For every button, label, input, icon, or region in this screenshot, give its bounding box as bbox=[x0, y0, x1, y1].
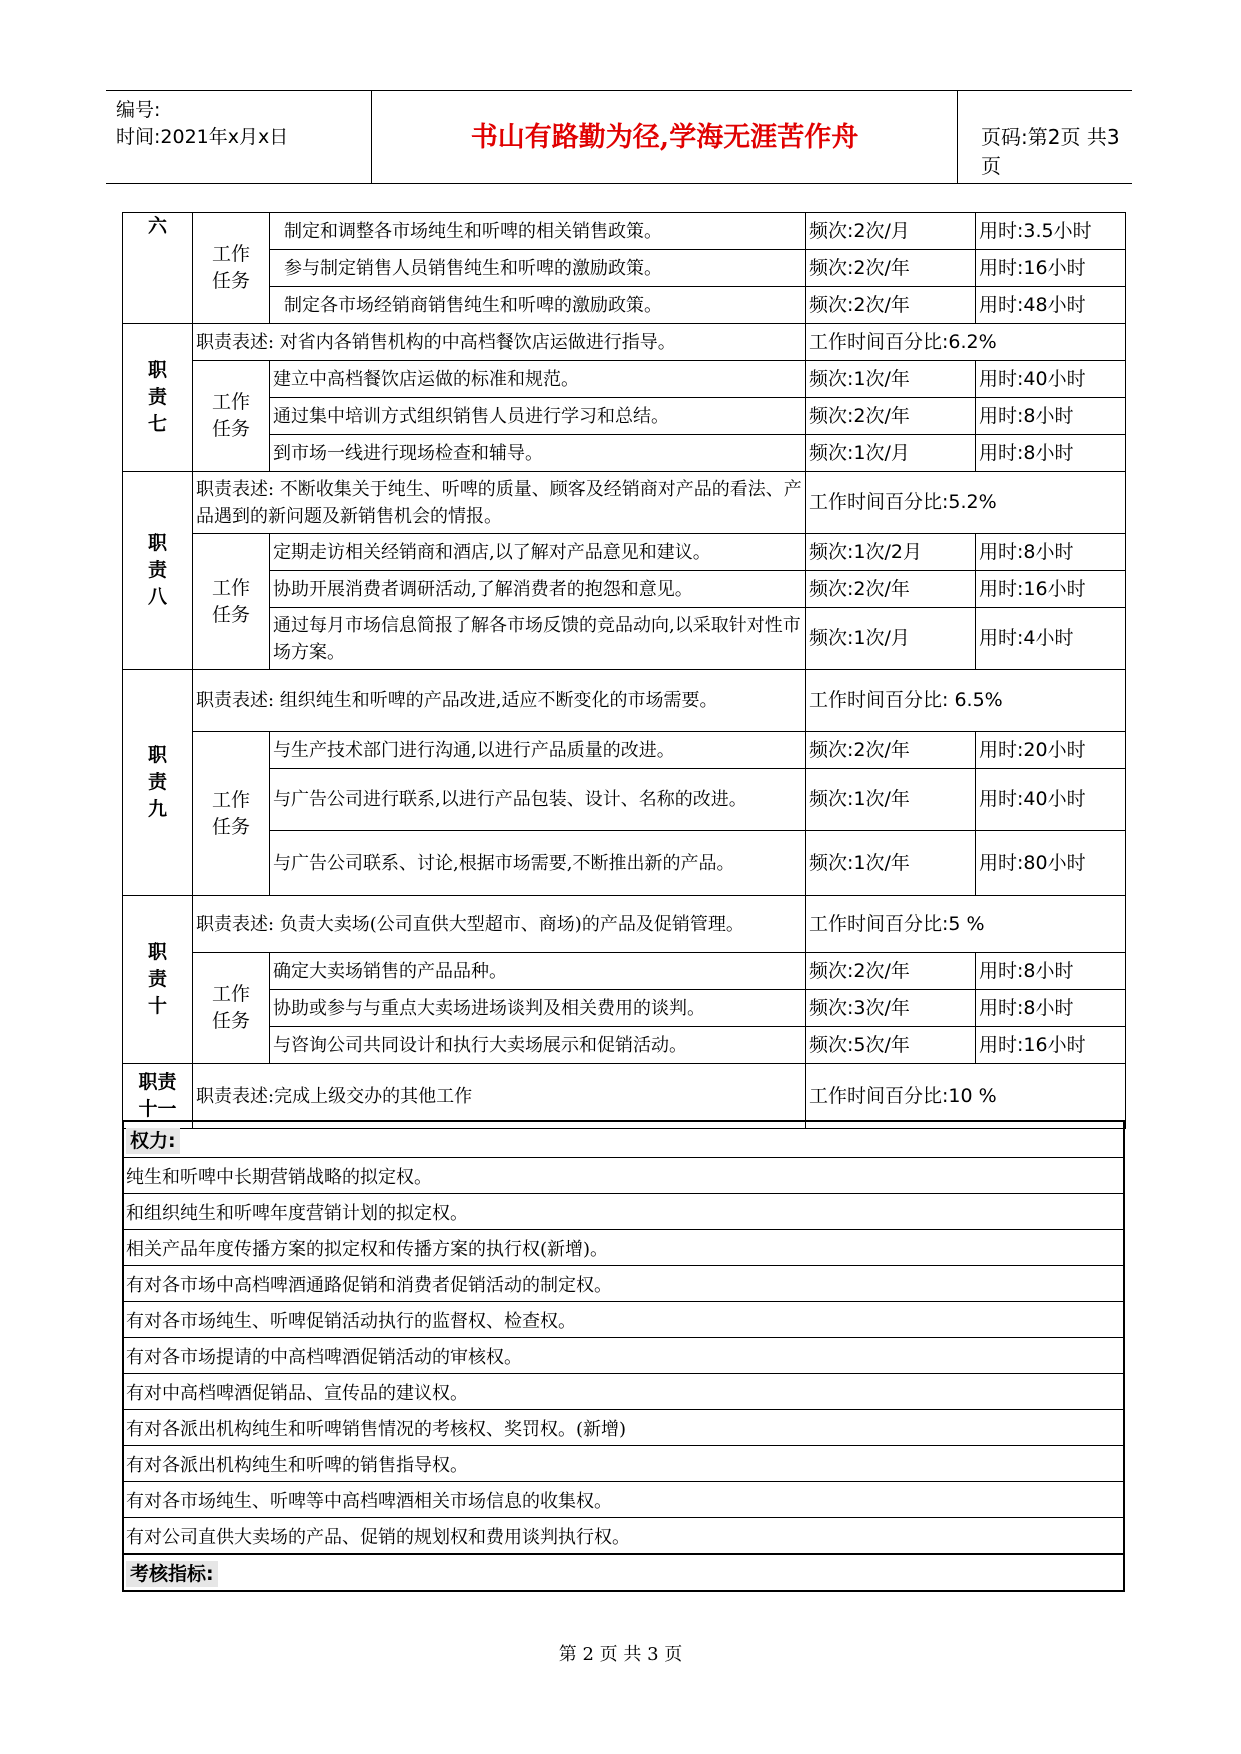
task-hours: 用时:16小时 bbox=[976, 571, 1126, 608]
header-divider-2 bbox=[957, 91, 958, 183]
power-item bbox=[123, 1446, 1124, 1482]
duty-8-task-label: 工作 任务 bbox=[193, 534, 270, 670]
work-time-percentage: 工作时间百分比: 6.5% bbox=[806, 670, 1126, 732]
task-text: 参与制定销售人员销售纯生和听啤的激励政策。 bbox=[270, 250, 806, 287]
power-item bbox=[123, 1518, 1124, 1555]
work-time-percentage: 工作时间百分比:5 % bbox=[806, 896, 1126, 953]
task-text: 到市场一线进行现场检查和辅导。 bbox=[270, 435, 806, 472]
task-hours: 用时:3.5小时 bbox=[976, 213, 1126, 250]
duty-8-desc-row bbox=[123, 472, 1126, 534]
duty-9-desc-row bbox=[123, 670, 1126, 732]
kpi-title: 考核指标: bbox=[123, 1554, 1124, 1591]
power-item-text: 有对公司直供大卖场的产品、促销的规划权和费用谈判执行权。 bbox=[123, 1518, 1124, 1555]
task-hours: 用时:8小时 bbox=[976, 953, 1126, 990]
task-text: 与生产技术部门进行沟通,以进行产品质量的改进。 bbox=[270, 732, 806, 769]
power-item bbox=[123, 1194, 1124, 1230]
task-hours: 用时:8小时 bbox=[976, 435, 1126, 472]
work-time-percentage: 工作时间百分比:6.2% bbox=[806, 324, 1126, 361]
task-text: 定期走访相关经销商和酒店,以了解对产品意见和建议。 bbox=[270, 534, 806, 571]
powers-table bbox=[122, 1120, 1125, 1592]
task-frequency: 频次:5次/年 bbox=[806, 1027, 976, 1064]
power-item-text: 纯生和听啤中长期营销战略的拟定权。 bbox=[123, 1158, 1124, 1194]
page-footer: 第 2 页 共 3 页 bbox=[558, 1644, 683, 1665]
task-hours: 用时:80小时 bbox=[976, 831, 1126, 896]
task-frequency: 频次:1次/年 bbox=[806, 769, 976, 831]
task-text: 与咨询公司共同设计和执行大卖场展示和促销活动。 bbox=[270, 1027, 806, 1064]
kpi-title-row bbox=[123, 1554, 1124, 1591]
duty-10-desc-row bbox=[123, 896, 1126, 953]
duty-9-label: 职 责 九 bbox=[123, 670, 193, 896]
duty-10-task-2 bbox=[123, 990, 1126, 1027]
duty-8-label: 职 责 八 bbox=[123, 472, 193, 670]
task-text: 建立中高档餐饮店运做的标准和规范。 bbox=[270, 361, 806, 398]
task-frequency: 频次:1次/年 bbox=[806, 831, 976, 896]
duty-description: 职责表述: 对省内各销售机构的中高档餐饮店运做进行指导。 bbox=[193, 324, 806, 361]
duty-9-task-3 bbox=[123, 831, 1126, 896]
powers-title: 权力: bbox=[123, 1121, 1124, 1158]
duty-description: 职责表述: 不断收集关于纯生、听啤的质量、顾客及经销商对产品的看法、产品遇到的新问题及新销售机会的情报。 bbox=[193, 472, 806, 534]
power-item-text: 有对各市场纯生、听啤促销活动执行的监督权、检查权。 bbox=[123, 1302, 1124, 1338]
task-frequency: 频次:1次/月 bbox=[806, 435, 976, 472]
duty-10-label: 职 责 十 bbox=[123, 896, 193, 1064]
power-item bbox=[123, 1266, 1124, 1302]
task-hours: 用时:16小时 bbox=[976, 1027, 1126, 1064]
power-item-text: 有对中高档啤酒促销品、宣传品的建议权。 bbox=[123, 1374, 1124, 1410]
page-header bbox=[106, 90, 1132, 184]
power-item bbox=[123, 1230, 1124, 1266]
duty-6-task-label: 工作 任务 bbox=[193, 213, 270, 324]
duty-description: 职责表述: 负责大卖场(公司直供大型超市、商场)的产品及促销管理。 bbox=[193, 896, 806, 953]
task-hours: 用时:16小时 bbox=[976, 250, 1126, 287]
task-text: 通过每月市场信息简报了解各市场反馈的竞品动向,以采取针对性市场方案。 bbox=[270, 608, 806, 670]
power-item-text: 有对各市场提请的中高档啤酒促销活动的审核权。 bbox=[123, 1338, 1124, 1374]
power-item bbox=[123, 1482, 1124, 1518]
duty-8-task-3 bbox=[123, 608, 1126, 670]
powers-title-row bbox=[123, 1121, 1124, 1158]
power-item-text: 相关产品年度传播方案的拟定权和传播方案的执行权(新增)。 bbox=[123, 1230, 1124, 1266]
duty-11-label: 职责 十一 bbox=[123, 1064, 193, 1129]
task-text: 与广告公司进行联系,以进行产品包装、设计、名称的改进。 bbox=[270, 769, 806, 831]
task-hours: 用时:40小时 bbox=[976, 769, 1126, 831]
duty-9-task-1 bbox=[123, 732, 1126, 769]
task-frequency: 频次:1次/2月 bbox=[806, 534, 976, 571]
power-item bbox=[123, 1410, 1124, 1446]
power-item bbox=[123, 1158, 1124, 1194]
duty-7-label: 职 责 七 bbox=[123, 324, 193, 472]
task-text: 协助或参与与重点大卖场进场谈判及相关费用的谈判。 bbox=[270, 990, 806, 1027]
task-hours: 用时:4小时 bbox=[976, 608, 1126, 670]
power-item bbox=[123, 1338, 1124, 1374]
task-text: 制定和调整各市场纯生和听啤的相关销售政策。 bbox=[270, 213, 806, 250]
task-frequency: 频次:2次/年 bbox=[806, 398, 976, 435]
task-text: 协助开展消费者调研活动,了解消费者的抱怨和意见。 bbox=[270, 571, 806, 608]
task-frequency: 频次:2次/年 bbox=[806, 571, 976, 608]
duty-6-label: 六 bbox=[123, 213, 193, 324]
task-frequency: 频次:2次/月 bbox=[806, 213, 976, 250]
task-hours: 用时:8小时 bbox=[976, 990, 1126, 1027]
doc-number-label: 编号: bbox=[116, 99, 161, 121]
power-item-text: 和组织纯生和听啤年度营销计划的拟定权。 bbox=[123, 1194, 1124, 1230]
duty-8-task-2 bbox=[123, 571, 1126, 608]
task-frequency: 频次:2次/年 bbox=[806, 732, 976, 769]
duty-8-task-1 bbox=[123, 534, 1126, 571]
task-hours: 用时:8小时 bbox=[976, 534, 1126, 571]
power-item bbox=[123, 1374, 1124, 1410]
task-text: 与广告公司联系、讨论,根据市场需要,不断推出新的产品。 bbox=[270, 831, 806, 896]
task-frequency: 频次:3次/年 bbox=[806, 990, 976, 1027]
duty-10-task-1 bbox=[123, 953, 1126, 990]
task-text: 通过集中培训方式组织销售人员进行学习和总结。 bbox=[270, 398, 806, 435]
task-frequency: 频次:2次/年 bbox=[806, 250, 976, 287]
task-text: 制定各市场经销商销售纯生和听啤的激励政策。 bbox=[270, 287, 806, 324]
task-hours: 用时:8小时 bbox=[976, 398, 1126, 435]
task-frequency: 频次:1次/年 bbox=[806, 361, 976, 398]
duty-description: 职责表述:完成上级交办的其他工作 bbox=[193, 1064, 806, 1129]
power-item-text: 有对各市场中高档啤酒通路促销和消费者促销活动的制定权。 bbox=[123, 1266, 1124, 1302]
header-page-info: 页码:第2页 共3页 bbox=[981, 125, 1120, 178]
header-meta bbox=[116, 97, 288, 151]
duty-7-task-2 bbox=[123, 398, 1126, 435]
task-frequency: 频次:1次/月 bbox=[806, 608, 976, 670]
duty-7-task-1 bbox=[123, 361, 1126, 398]
task-hours: 用时:20小时 bbox=[976, 732, 1126, 769]
task-hours: 用时:40小时 bbox=[976, 361, 1126, 398]
duty-10-task-label: 工作 任务 bbox=[193, 953, 270, 1064]
task-frequency: 频次:2次/年 bbox=[806, 287, 976, 324]
work-time-percentage: 工作时间百分比:10 % bbox=[806, 1064, 1126, 1129]
duty-7-task-3 bbox=[123, 435, 1126, 472]
task-frequency: 频次:2次/年 bbox=[806, 953, 976, 990]
power-item-text: 有对各派出机构纯生和听啤的销售指导权。 bbox=[123, 1446, 1124, 1482]
duties-table bbox=[122, 212, 1126, 1129]
doc-time: 时间:2021年x月x日 bbox=[116, 126, 289, 148]
duty-7-task-label: 工作 任务 bbox=[193, 361, 270, 472]
duty-6-task-2 bbox=[123, 250, 1126, 287]
duty-description: 职责表述: 组织纯生和听啤的产品改进,适应不断变化的市场需要。 bbox=[193, 670, 806, 732]
duty-6-task-3 bbox=[123, 287, 1126, 324]
task-hours: 用时:48小时 bbox=[976, 287, 1126, 324]
duty-9-task-label: 工作 任务 bbox=[193, 732, 270, 896]
duty-11-row bbox=[123, 1064, 1126, 1129]
power-item-text: 有对各市场纯生、听啤等中高档啤酒相关市场信息的收集权。 bbox=[123, 1482, 1124, 1518]
duty-10-task-3 bbox=[123, 1027, 1126, 1064]
power-item-text: 有对各派出机构纯生和听啤销售情况的考核权、奖罚权。(新增) bbox=[123, 1410, 1124, 1446]
task-text: 确定大卖场销售的产品品种。 bbox=[270, 953, 806, 990]
duty-7-desc-row bbox=[123, 324, 1126, 361]
duty-6-task-1 bbox=[123, 213, 1126, 250]
work-time-percentage: 工作时间百分比:5.2% bbox=[806, 472, 1126, 534]
power-item bbox=[123, 1302, 1124, 1338]
duty-9-task-2 bbox=[123, 769, 1126, 831]
header-motto: 书山有路勤为径,学海无涯苦作舟 bbox=[470, 122, 859, 153]
